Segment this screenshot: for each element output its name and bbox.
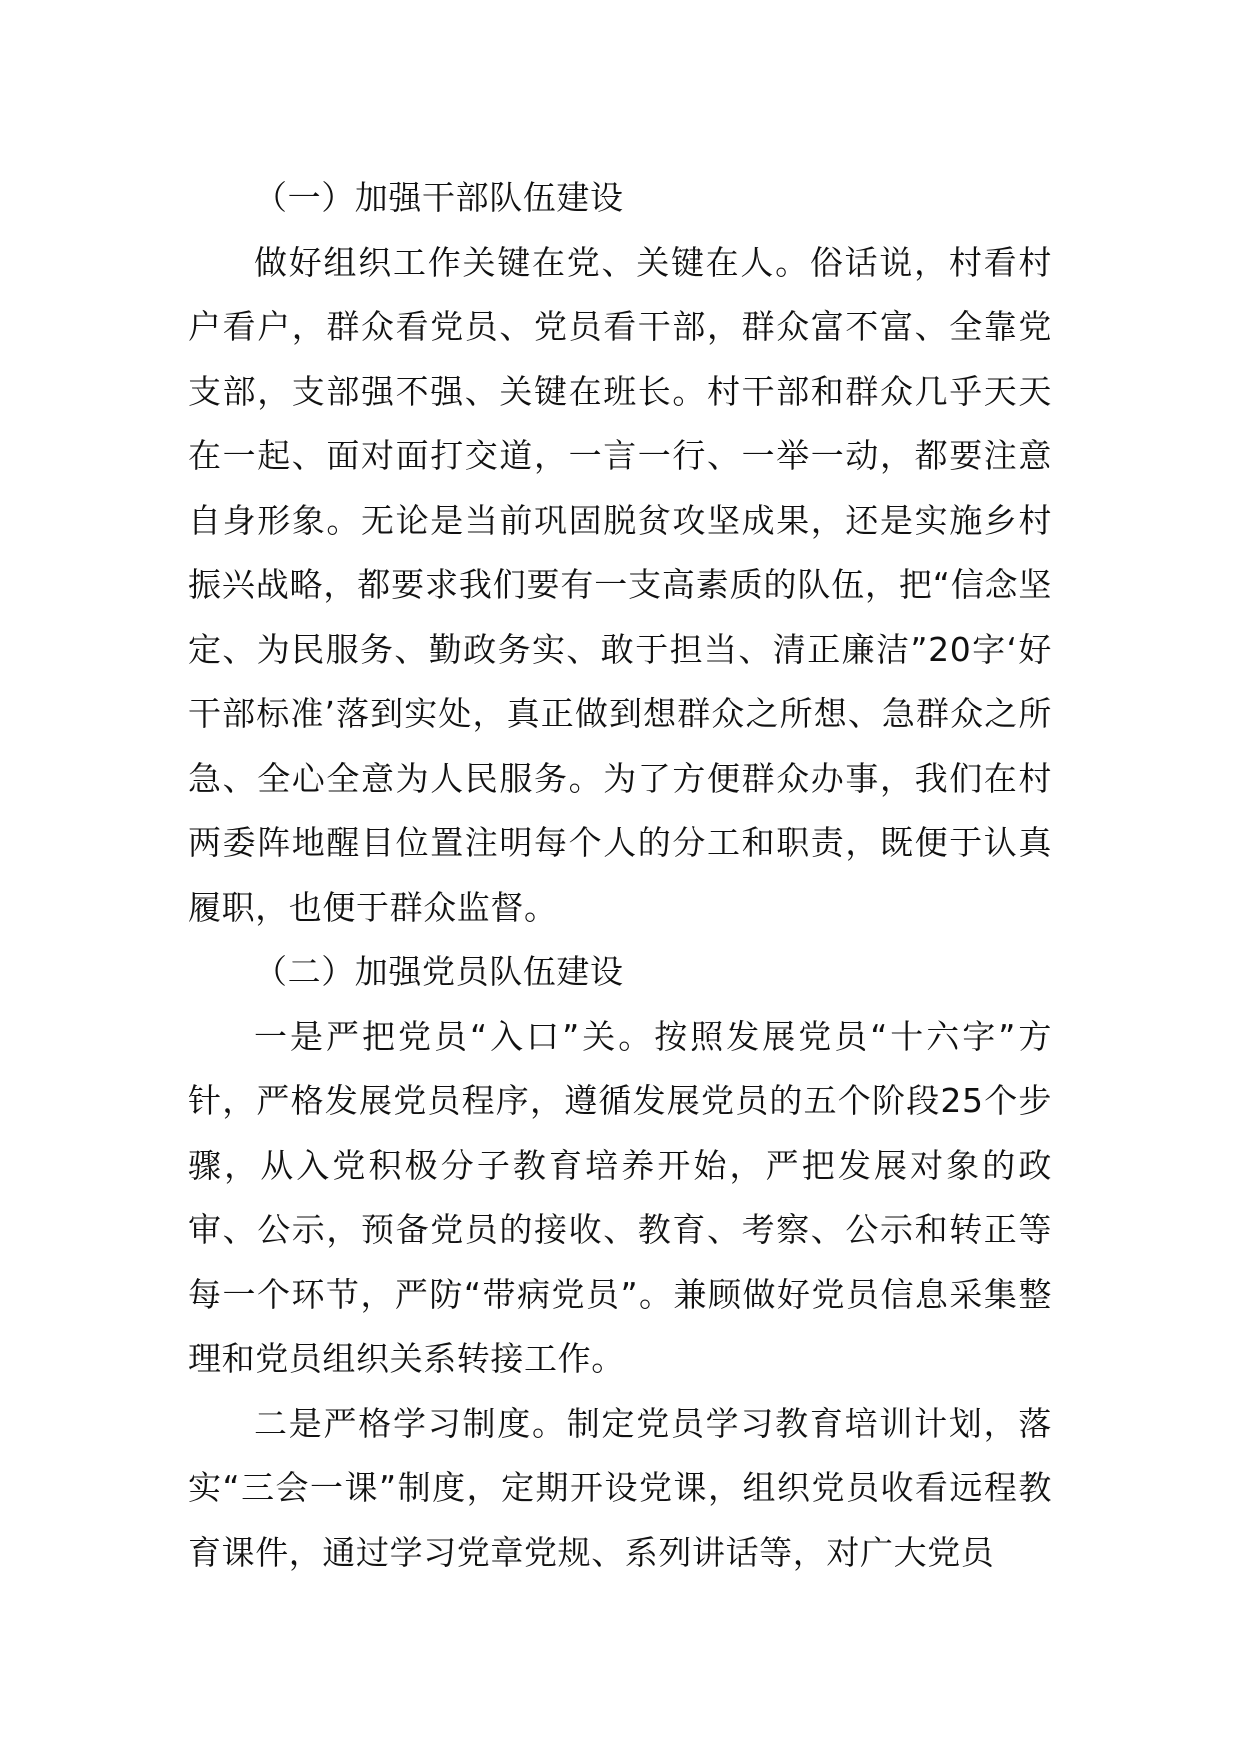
document-body <box>188 166 1052 1585</box>
paragraph-study-system: 二是严格学习制度。制定党员学习教育培训计划，落实“三会一课”制度，定期开设党课，组织党员收看远程教育课件，通过学习党章党规、系列讲话等，对广大党员 <box>188 1403 1052 1572</box>
section-heading-1: （一）加强干部队伍建设 <box>254 178 624 217</box>
paragraph-cadre-team: 做好组织工作关键在党、关键在人。俗话说，村看村户看户，群众看党员、党员看干部，群众富不富、全靠党支部，支部强不强、关键在班长。村干部和群众几乎天天在一起、面对面打交道，一言一行、一举一动，都要注意自身形象。无论是当前巩固脱贫攻坚成果，还是实施乡村振兴战略，都要求我们要有一支高素质的队伍，把“信念坚定、为民服务、勤政务实、敢于担当、清正廉洁”20字‘好干部标准’落到实处，真正做到想群众之所想、急群众之所急、全心全意为人民服务。为了方便群众办事，我们在村两委阵地醒目位置注明每个人的分工和职责，既便于认真履职，也便于群众监督。 <box>188 242 1052 927</box>
section-heading-2: （二）加强党员队伍建设 <box>254 952 624 991</box>
paragraph-party-entry: 一是严把党员“入口”关。按照发展党员“十六字”方针，严格发展党员程序，遵循发展党员的五个阶段25个步骤，从入党积极分子教育培养开始，严把发展对象的政审、公示，预备党员的接收、教育、考察、公示和转正等每一个环节，严防“带病党员”。兼顾做好党员信息采集整理和党员组织关系转接工作。 <box>188 1016 1052 1378</box>
